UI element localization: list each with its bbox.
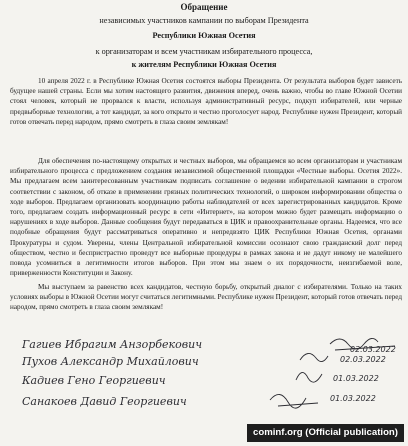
signature-4-date: 01.03.2022 <box>330 394 376 403</box>
signature-2-date: 02.03.2022 <box>340 355 386 364</box>
header-line-3: Республики Южная Осетия <box>152 31 256 40</box>
signature-1-date: 02.03.2022 <box>350 345 396 354</box>
paragraph-2: Для обеспечения по-настоящему открытых и честных выборов, мы обращаемся ко всем организаторам и участникам избирательного процесса с предложением создания независимой общественной площадки «Честные выборы. Осетия 2022». Мы предлагаем всем заинтересованным участникам подписать соглашение о ведении избирательной кампании в строгом соответствии с законом, об отказе в применении грязных политических технологий, о широком информировании общества о ходе выборов. Предлагаем организовать координацию работы наблюдателей от всех зарегистрированных кандидатов. Кроме того, предлагаем создать информационный ресурс в сети «Интернет», на котором можно будет размещать информацию о нарушениях в ходе выборов. Данные сообщения будут передаваться в ЦИК и правоохранительные органы. Надеемся, что все подобные обращения будут рассматриваться оперативно и непредвзято ЦИК Республики Южная Осетия, органами Прокуратуры и судом. Уверены, члены Центральной избирательной комиссии осознают свою гражданский долг перед обществом, честно и беспристрастно проведут все выборные процедуры в рамках закона и не дадут никому не малейшего повода усомниться в легитимности итогов выборов. При этом мы знаем о их порядочности, неизгибаемой воле, приверженности Конституции и Закону. <box>10 157 402 278</box>
document-title: Обращение <box>180 2 228 12</box>
signature-2-name: Пухов Александр Михайлович <box>22 355 199 368</box>
header-line-2: независимых участников кампании по выборам Президента <box>99 16 309 25</box>
header-line-5: к жителям Республики Южная Осетия <box>131 60 277 69</box>
paragraph-1: 10 апреля 2022 г. в Республике Южная Осетия состоятся выборы Президента. От результата выборов будет зависеть будущее нашей страны. Если мы хотим настоящего развития, движения вперед, очень важно, чтобы во главе Южной Осетии стоял человек, который не прорвался к власти, используя административный ресурс, подкуп избирателей, или черные предвыборные технологии, а тот кандидат, за кого открыто и честно проголосует народ. Республике нужен Президент, который готов отвечать перед народом, прямо смотреть в глаза своим землякам! <box>10 77 402 126</box>
signature-2-scribble <box>300 353 328 361</box>
signature-3-date: 01.03.2022 <box>333 374 379 383</box>
signature-4-scribble <box>270 394 318 408</box>
header-line-4: к организаторам и всем участникам избирательного процесса, <box>95 47 313 56</box>
signature-4-name: Санакоев Давид Георгиевич <box>22 395 187 408</box>
signature-3-scribble <box>296 372 322 382</box>
publication-credit-badge: cominf.org (Official publication) <box>247 424 404 442</box>
signature-3-name: Кадиев Гено Георгиевич <box>22 374 166 387</box>
signature-1-name: Гагиев Ибрагим Анзорбекович <box>22 338 203 351</box>
paragraph-3: Мы выступаем за равенство всех кандидатов, честную борьбу, открытый диалог с избирателями. Только на таких условиях выборы в Южной Осетии могут считаться легитимными. Республике нужен Президент, который готов отвечать перед народом, прямо смотреть в глаза своим землякам! <box>10 283 402 312</box>
